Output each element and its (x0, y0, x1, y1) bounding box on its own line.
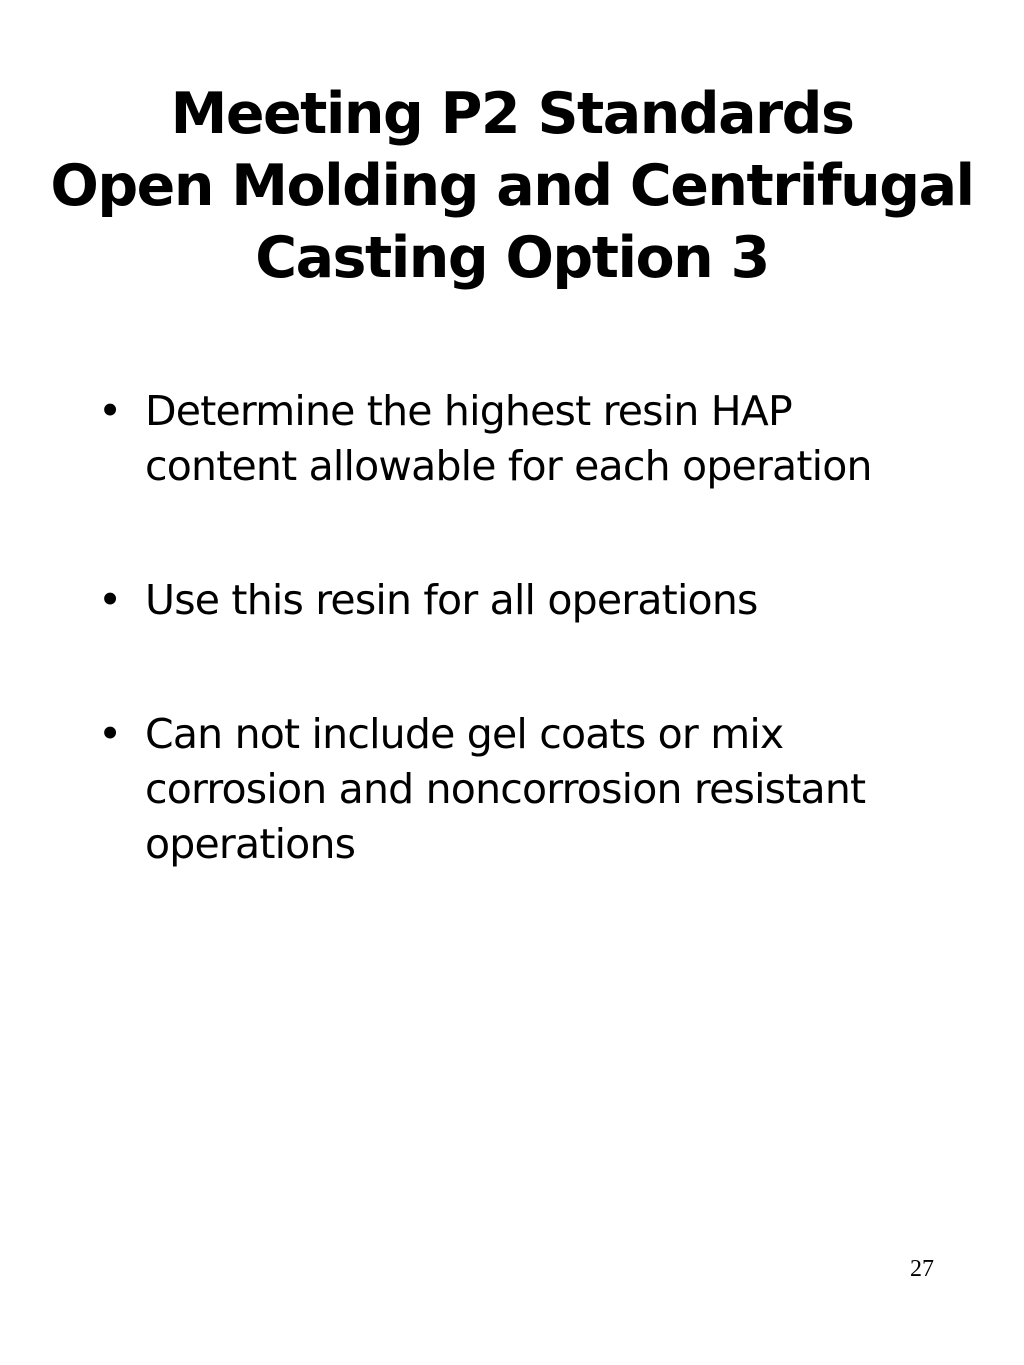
bullet-list (90, 384, 970, 951)
title-line: Meeting P2 Standards (170, 81, 854, 147)
title-line: Casting Option 3 (255, 225, 769, 291)
bullet-line: corrosion and noncorrosion resistant (145, 765, 866, 813)
slide-title (20, 78, 1004, 294)
bullet-item (90, 707, 970, 872)
bullet-text (145, 573, 970, 628)
bullet-line: Determine the highest resin HAP (145, 387, 792, 435)
bullet-text (145, 707, 970, 872)
bullet-line: operations (145, 820, 356, 868)
bullet-line: Can not include gel coats or mix (145, 710, 784, 758)
bullet-marker: • (98, 576, 122, 624)
title-line: Open Molding and Centrifugal (50, 153, 974, 219)
page-number: 27 (910, 1256, 934, 1282)
bullet-text (145, 384, 970, 494)
bullet-item (90, 384, 970, 494)
bullet-marker: • (98, 387, 122, 435)
bullet-item (90, 573, 970, 628)
bullet-marker: • (98, 710, 122, 758)
bullet-line: Use this resin for all operations (145, 576, 758, 624)
bullet-line: content allowable for each operation (145, 442, 872, 490)
